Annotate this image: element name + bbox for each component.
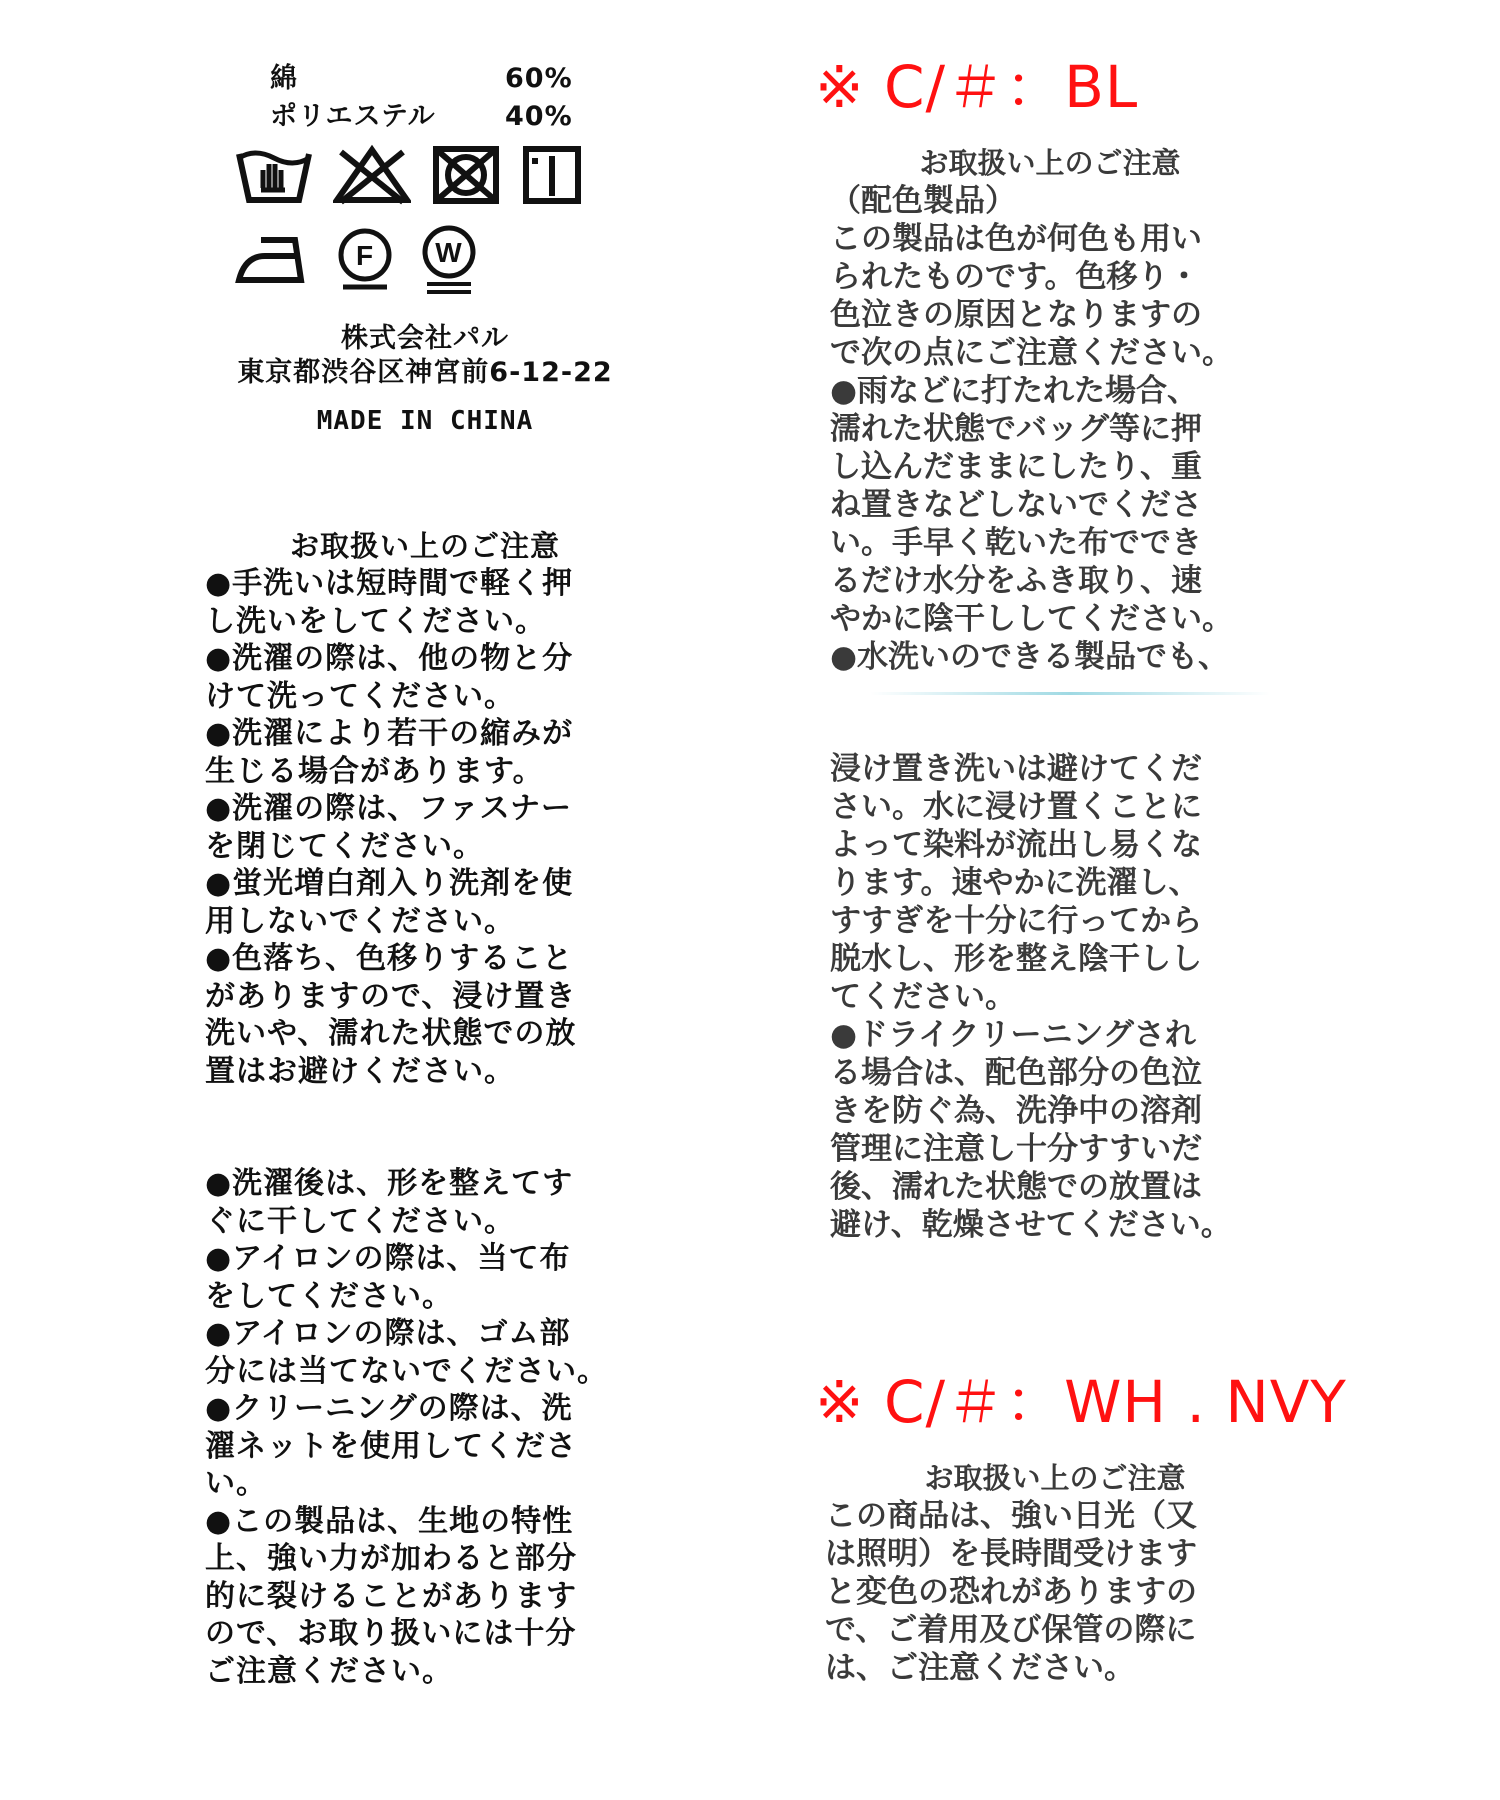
care-instructions-block-2 [205, 1165, 645, 1690]
care-line: 管理に注意し十分すすいだ [830, 1131, 1203, 1167]
care-line: る場合は、配色部分の色泣 [830, 1055, 1202, 1091]
care-line: ●蛍光増白剤入り洗剤を使 [205, 866, 574, 901]
care-line: し込んだままにしたり、重 [830, 449, 1202, 485]
no-tumble-dry-icon [431, 144, 501, 206]
no-bleach-icon [333, 144, 411, 206]
bl-care-label-continued [830, 750, 1270, 1244]
care-line: と変色の恐れがありますの [825, 1574, 1197, 1610]
care-line: 避け、乾燥させてください。 [830, 1207, 1232, 1243]
svg-text:F: F [355, 240, 375, 271]
care-instructions-block-1 [205, 565, 645, 1090]
main-care-label [205, 60, 645, 1690]
bl-instructions-1 [830, 220, 1270, 676]
maker-address: 東京都渋谷区神宮前6-12-22 [237, 357, 613, 388]
care-line: 濯ネットを使用してくださ [205, 1428, 577, 1464]
care-line: よって染料が流出し易くな [830, 827, 1202, 863]
care-line: 上、強い力が加わると部分 [205, 1541, 577, 1576]
care-symbols [205, 144, 645, 296]
care-line: ぐに干してください。 [205, 1203, 515, 1239]
svg-text:W: W [435, 237, 463, 268]
care-line: 色泣きの原因となりますの [830, 297, 1202, 333]
label-fold-divider [870, 692, 1270, 695]
material-percent: 60% [505, 63, 573, 94]
care-line: ●洗濯の際は、ファスナー [205, 791, 572, 826]
bl-care-label [830, 145, 1270, 676]
care-line: 分には当てないでください。 [205, 1353, 608, 1389]
care-line: さい。水に浸け置くことに [830, 789, 1202, 825]
care-line: 生じる場合があります。 [205, 753, 544, 789]
care-line: この商品は、強い日光（又 [825, 1498, 1197, 1534]
care-line: ●水洗いのできる製品でも、 [830, 639, 1230, 675]
care-line: すすぎを十分に行ってから [830, 903, 1203, 939]
care-line: 的に裂けることがあります [205, 1578, 577, 1614]
care-line: 脱水し、形を整え陰干しし [830, 941, 1202, 977]
care-line: この製品は色が何色も用い [830, 221, 1202, 257]
country-of-origin: MADE IN CHINA [316, 406, 534, 436]
care-line: ●洗濯により若干の縮みが [205, 716, 574, 751]
care-heading: お取扱い上のご注意 [919, 146, 1181, 180]
care-line: ので、お取り扱いには十分 [205, 1616, 577, 1651]
material-name: ポリエステル [270, 101, 436, 132]
care-line: ●洗濯後は、形を整えてす [205, 1166, 574, 1201]
care-line: ●アイロンの際は、当て布 [205, 1241, 571, 1276]
care-heading: お取扱い上のご注意 [924, 1461, 1186, 1495]
wet-clean-w-icon [417, 224, 481, 296]
care-line: 置はお避けください。 [205, 1053, 515, 1089]
composition-row [205, 60, 645, 98]
material-percent: 40% [505, 101, 573, 132]
care-line: ●色落ち、色移りすること [205, 941, 574, 976]
care-heading: お取扱い上のご注意 [289, 529, 560, 563]
care-line: ●ドライクリーニングされ [830, 1017, 1196, 1053]
care-line: 濡れた状態でバッグ等に押 [830, 411, 1202, 447]
care-line: けて洗ってください。 [205, 678, 515, 714]
care-line: がありますので、浸け置き [205, 978, 577, 1014]
care-line: を閉じてください。 [205, 828, 484, 864]
care-line: し洗いをしてください。 [205, 603, 546, 639]
hand-wash-icon [235, 144, 313, 206]
care-line: 洗いや、濡れた状態での放 [205, 1016, 577, 1051]
care-line: ね置きなどしないでくださ [830, 487, 1202, 523]
wh-nvy-care-label [825, 1460, 1285, 1687]
care-line: は、ご注意ください。 [825, 1650, 1135, 1686]
care-line: ●この製品は、生地の特性 [205, 1503, 574, 1539]
care-line: ●手洗いは短時間で軽く押 [205, 566, 574, 601]
maker-name: 株式会社パル [341, 323, 509, 354]
care-line: で、ご着用及び保管の際に [825, 1612, 1197, 1648]
color-code-heading-bl: ※ C/＃：BL [815, 53, 1139, 121]
care-line: ●アイロンの際は、ゴム部 [205, 1316, 571, 1351]
care-line: きを防ぐ為、洗浄中の溶剤 [830, 1093, 1202, 1129]
care-line: をしてください。 [205, 1278, 453, 1314]
care-line: で次の点にご注意ください。 [830, 335, 1233, 371]
care-line: ご注意ください。 [205, 1653, 453, 1689]
care-line: 浸け置き洗いは避けてくだ [830, 751, 1202, 787]
care-line: るだけ水分をふき取り、速 [830, 563, 1202, 599]
care-line: てください。 [830, 979, 1016, 1015]
care-line: られたものです。色移り・ [830, 259, 1200, 295]
iron-icon [235, 230, 313, 290]
care-line: ●雨などに打たれた場合、 [830, 373, 1199, 409]
care-line: ります。速やかに洗濯し、 [830, 865, 1200, 901]
sub-heading: （配色製品） [830, 183, 1016, 219]
line-dry-icon [521, 144, 583, 206]
care-line: は照明）を長時間受けます [825, 1536, 1197, 1572]
dry-clean-f-icon [333, 227, 397, 293]
care-line: い。 [205, 1466, 267, 1501]
care-line: 後、濡れた状態での放置は [830, 1169, 1202, 1205]
care-line: やかに陰干ししてください。 [830, 601, 1233, 637]
care-line: ●クリーニングの際は、洗 [205, 1391, 573, 1426]
color-code-heading-wh-nvy: ※ C/＃：WH . NVY [815, 1368, 1347, 1436]
care-line: 用しないでください。 [205, 903, 515, 939]
composition-table [205, 60, 645, 136]
care-line: い。手早く乾いた布ででき [830, 525, 1202, 561]
care-line: ●洗濯の際は、他の物と分 [205, 641, 574, 676]
material-name: 綿 [270, 63, 298, 94]
composition-row [205, 98, 645, 136]
maker-info [205, 322, 645, 390]
